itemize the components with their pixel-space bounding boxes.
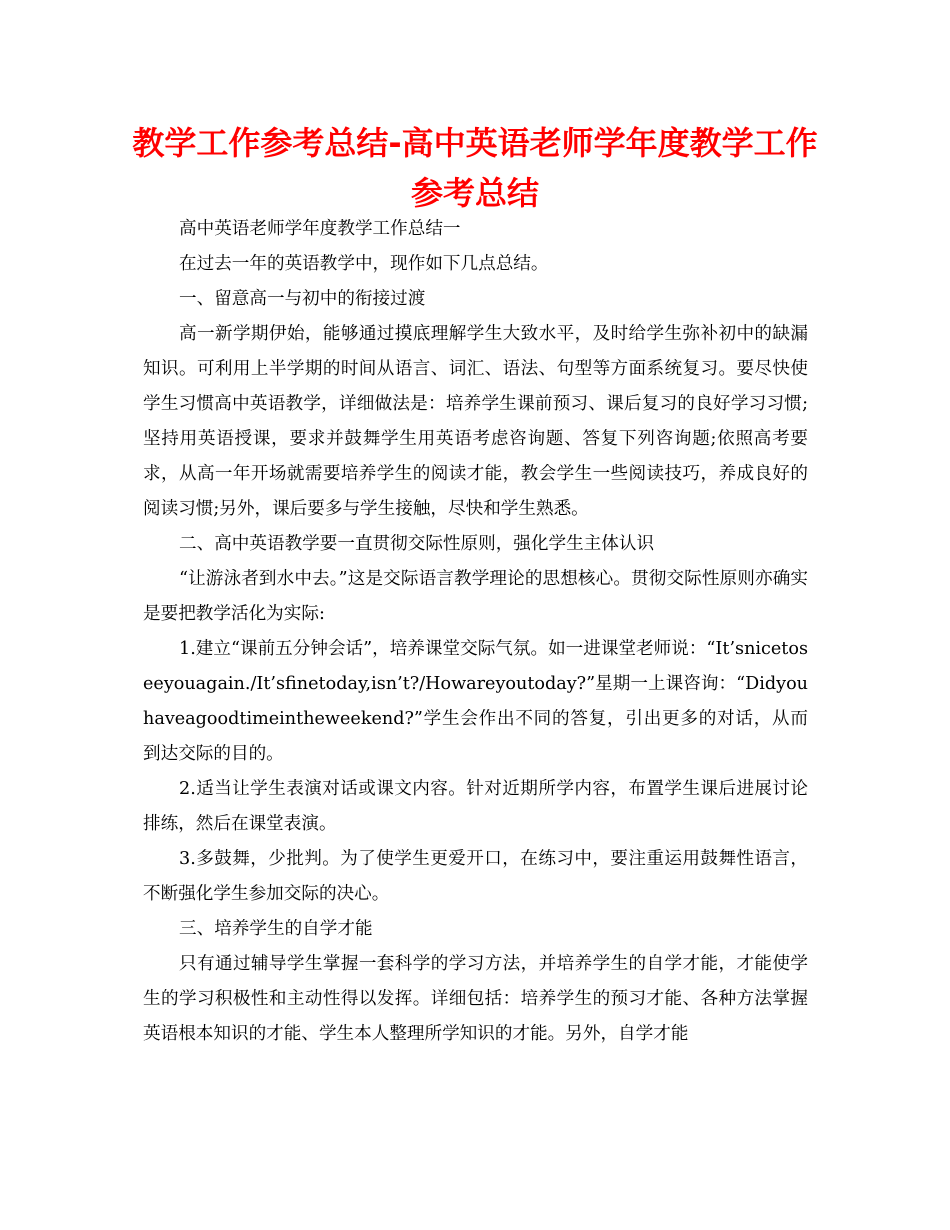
list-item-2: 2.适当让学生表演对话或课文内容。针对近期所学内容，布置学生课后进展讨论排练，然后在课堂表演。: [143, 779, 808, 834]
paragraph-intro: 在过去一年的英语教学中，现作如下几点总结。: [179, 254, 549, 274]
document-body: [143, 212, 808, 1052]
paragraph-section-2: “让游泳者到水中去。”这是交际语言教学理论的思想核心。贯彻交际性原则亦确实是要把教学活化为实际:: [143, 569, 808, 624]
section-heading-1: 一、留意高一与初中的衔接过渡: [179, 289, 426, 309]
paragraph-section-3: 只有通过辅导学生掌握一套科学的学习方法，并培养学生的自学才能，才能使学生的学习积极性和主动性得以发挥。详细包括：培养学生的预习才能、各种方法掌握英语根本知识的才能、学生本人整理所学知识的才能。另外，自学才能: [143, 954, 808, 1044]
list-item-1: 1.建立“课前五分钟会话”，培养课堂交际气氛。如一进课堂老师说：“It’snicetoseeyouagain./It’sfinetoday,isn’t?/Howareyoutoday?”星期一上课咨询：“Didyouhaveagoodtimeintheweekend?”学生会作出不同的答复，引出更多的对话，从而到达交际的目的。: [143, 639, 808, 764]
paragraph-subtitle: 高中英语老师学年度教学工作总结一: [179, 219, 461, 239]
list-item-3: 3.多鼓舞，少批判。为了使学生更爱开口，在练习中，要注重运用鼓舞性语言，不断强化学生参加交际的决心。: [143, 849, 808, 904]
paragraph-section-1: 高一新学期伊始，能够通过摸底理解学生大致水平，及时给学生弥补初中的缺漏知识。可利用上半学期的时间从语言、词汇、语法、句型等方面系统复习。要尽快使学生习惯高中英语教学，详细做法是：培养学生课前预习、课后复习的良好学习习惯;坚持用英语授课，要求并鼓舞学生用英语考虑咨询题、答复下列咨询题;依照高考要求，从高一年开场就需要培养学生的阅读才能，教会学生一些阅读技巧，养成良好的阅读习惯;另外，课后要多与学生接触，尽快和学生熟悉。: [143, 324, 808, 519]
section-heading-3: 三、培养学生的自学才能: [179, 919, 373, 939]
section-heading-2: 二、高中英语教学要一直贯彻交际性原则，强化学生主体认识: [179, 534, 655, 554]
document-title: 教学工作参考总结-高中英语老师学年度教学工作参考总结: [132, 124, 818, 212]
